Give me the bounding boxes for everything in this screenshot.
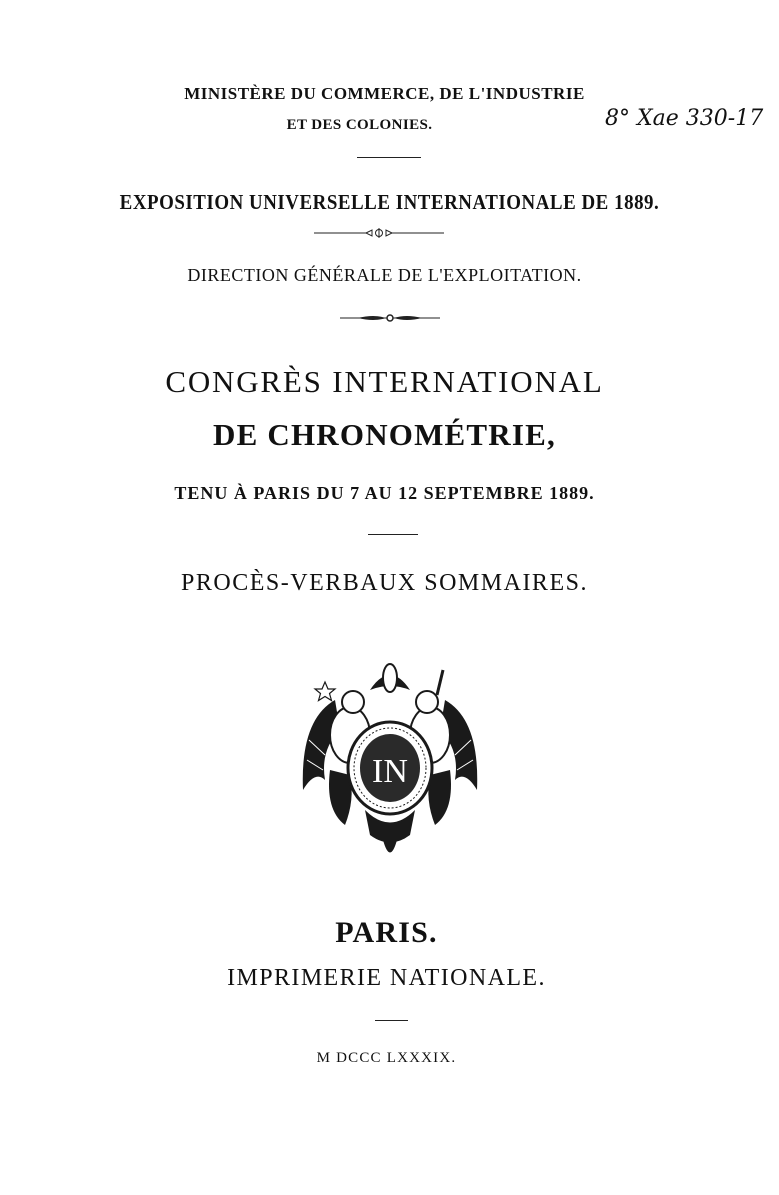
subtitle: PROCÈS-VERBAUX SOMMAIRES. — [181, 570, 588, 596]
exposition-heading: EXPOSITION UNIVERSELLE INTERNATIONALE DE 1889. — [119, 190, 660, 214]
handwritten-shelfmark: 8° Xae 330-17 — [605, 106, 764, 131]
title-line-1: CONGRÈS INTERNATIONAL — [165, 364, 604, 399]
congress-dates: TENU À PARIS DU 7 AU 12 SEPTEMBRE 1889. — [174, 483, 595, 503]
title-line-2: DE CHRONOMÉTRIE, — [212, 417, 556, 452]
divider-rule — [357, 157, 421, 158]
imprimerie-nationale-emblem-icon — [295, 660, 485, 865]
ministry-line-1: MINISTÈRE DU COMMERCE, DE L'INDUSTRIE — [184, 84, 585, 103]
divider-rule — [375, 1020, 408, 1021]
ornament-divider-icon — [314, 227, 444, 239]
divider-rule — [368, 534, 418, 535]
swell-rule-icon — [340, 313, 440, 323]
printer-name: IMPRIMERIE NATIONALE. — [227, 965, 546, 991]
ministry-line-2: ET DES COLONIES. — [286, 117, 433, 133]
publication-year: M DCCC LXXXIX. — [316, 1050, 457, 1066]
emblem-monogram: IN — [372, 753, 408, 790]
place-of-publication: PARIS. — [335, 916, 438, 949]
direction-heading: DIRECTION GÉNÉRALE DE L'EXPLOITATION. — [187, 265, 582, 285]
